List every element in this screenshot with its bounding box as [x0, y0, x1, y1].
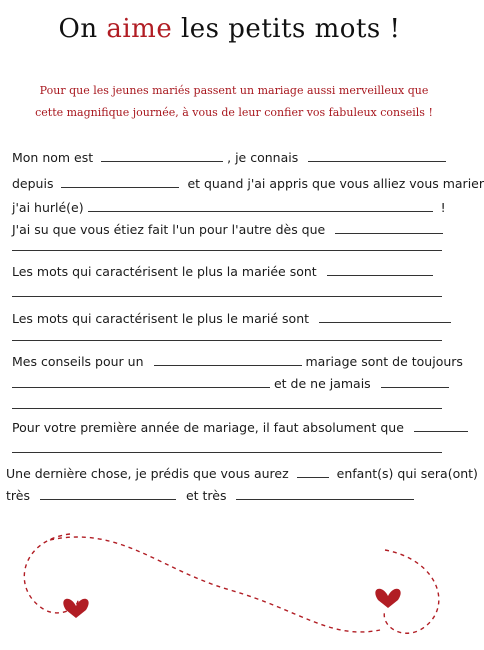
form-line-since — [12, 176, 484, 192]
label-advice: Mes conseils pour un — [12, 354, 144, 369]
page-title — [0, 14, 459, 44]
label-bride: Les mots qui caractérisent le plus la mariée sont — [12, 264, 317, 279]
title-part-1: On — [58, 14, 107, 44]
blank-name[interactable] — [101, 150, 223, 162]
label-name: Mon nom est — [12, 150, 94, 165]
label-first-year: Pour votre première année de mariage, il faut absolument que — [12, 420, 404, 435]
title-part-2: les petits mots ! — [172, 14, 401, 44]
blank-first-year[interactable] — [414, 420, 468, 432]
blank-always[interactable] — [12, 376, 270, 388]
blank-know[interactable] — [308, 150, 446, 162]
blank-groom-continued[interactable] — [12, 340, 442, 341]
label-knew: J'ai su que vous étiez fait l'un pour l'autre dès que — [12, 222, 326, 237]
blank-never[interactable] — [381, 376, 449, 388]
blank-groom[interactable] — [319, 311, 451, 323]
label-prediction: Une dernière chose, je prédis que vous aurez — [6, 466, 289, 481]
form-line-bride — [12, 264, 433, 280]
blank-bride[interactable] — [327, 264, 433, 276]
label-very-1: très — [6, 488, 30, 503]
blank-shouted[interactable] — [88, 200, 433, 212]
form-line-very — [6, 488, 414, 504]
label-children: enfant(s) qui sera(ont) — [336, 466, 478, 481]
label-groom: Les mots qui caractérisent le plus le marié sont — [12, 311, 310, 326]
blank-since[interactable] — [61, 176, 179, 188]
form-line-prediction — [6, 466, 478, 482]
label-exclaim: ! — [440, 200, 446, 215]
subtitle — [24, 80, 444, 124]
subtitle-line-1: Pour que les jeunes mariés passent un mariage aussi merveilleux que — [39, 84, 429, 97]
label-very-2: et très — [185, 488, 227, 503]
form-line-shouted — [12, 200, 446, 216]
blank-knew[interactable] — [335, 222, 443, 234]
blank-advice-type[interactable] — [154, 354, 302, 366]
form-line-name — [12, 150, 446, 166]
blank-never-continued[interactable] — [12, 408, 442, 409]
form-line-advice — [12, 354, 463, 370]
blank-first-year-continued[interactable] — [12, 452, 442, 453]
decorative-swirl — [0, 530, 459, 650]
label-never: et de ne jamais — [273, 376, 371, 391]
blank-very-1[interactable] — [40, 488, 176, 500]
label-since: depuis — [12, 176, 54, 191]
label-shouted: j'ai hurlé(e) — [12, 200, 84, 215]
form-line-groom — [12, 311, 451, 327]
form-line-knew — [12, 222, 443, 238]
heart-icon-left — [63, 599, 88, 618]
label-always: mariage sont de toujours — [305, 354, 463, 369]
title-accent: aime — [106, 14, 173, 44]
blank-bride-continued[interactable] — [12, 296, 442, 297]
blank-children-count[interactable] — [297, 466, 329, 478]
label-know: , je connais — [227, 150, 299, 165]
form-line-first-year — [12, 420, 468, 436]
heart-icon-right — [375, 589, 400, 608]
blank-knew-continued[interactable] — [12, 250, 442, 251]
label-learned: et quand j'ai appris que vous alliez vous marier — [187, 176, 484, 191]
center-wave-path — [50, 537, 380, 632]
blank-very-2[interactable] — [236, 488, 414, 500]
form-line-never — [12, 376, 449, 392]
subtitle-line-2: cette magnifique journée, à vous de leur confier vos fabuleux conseils ! — [35, 106, 433, 119]
